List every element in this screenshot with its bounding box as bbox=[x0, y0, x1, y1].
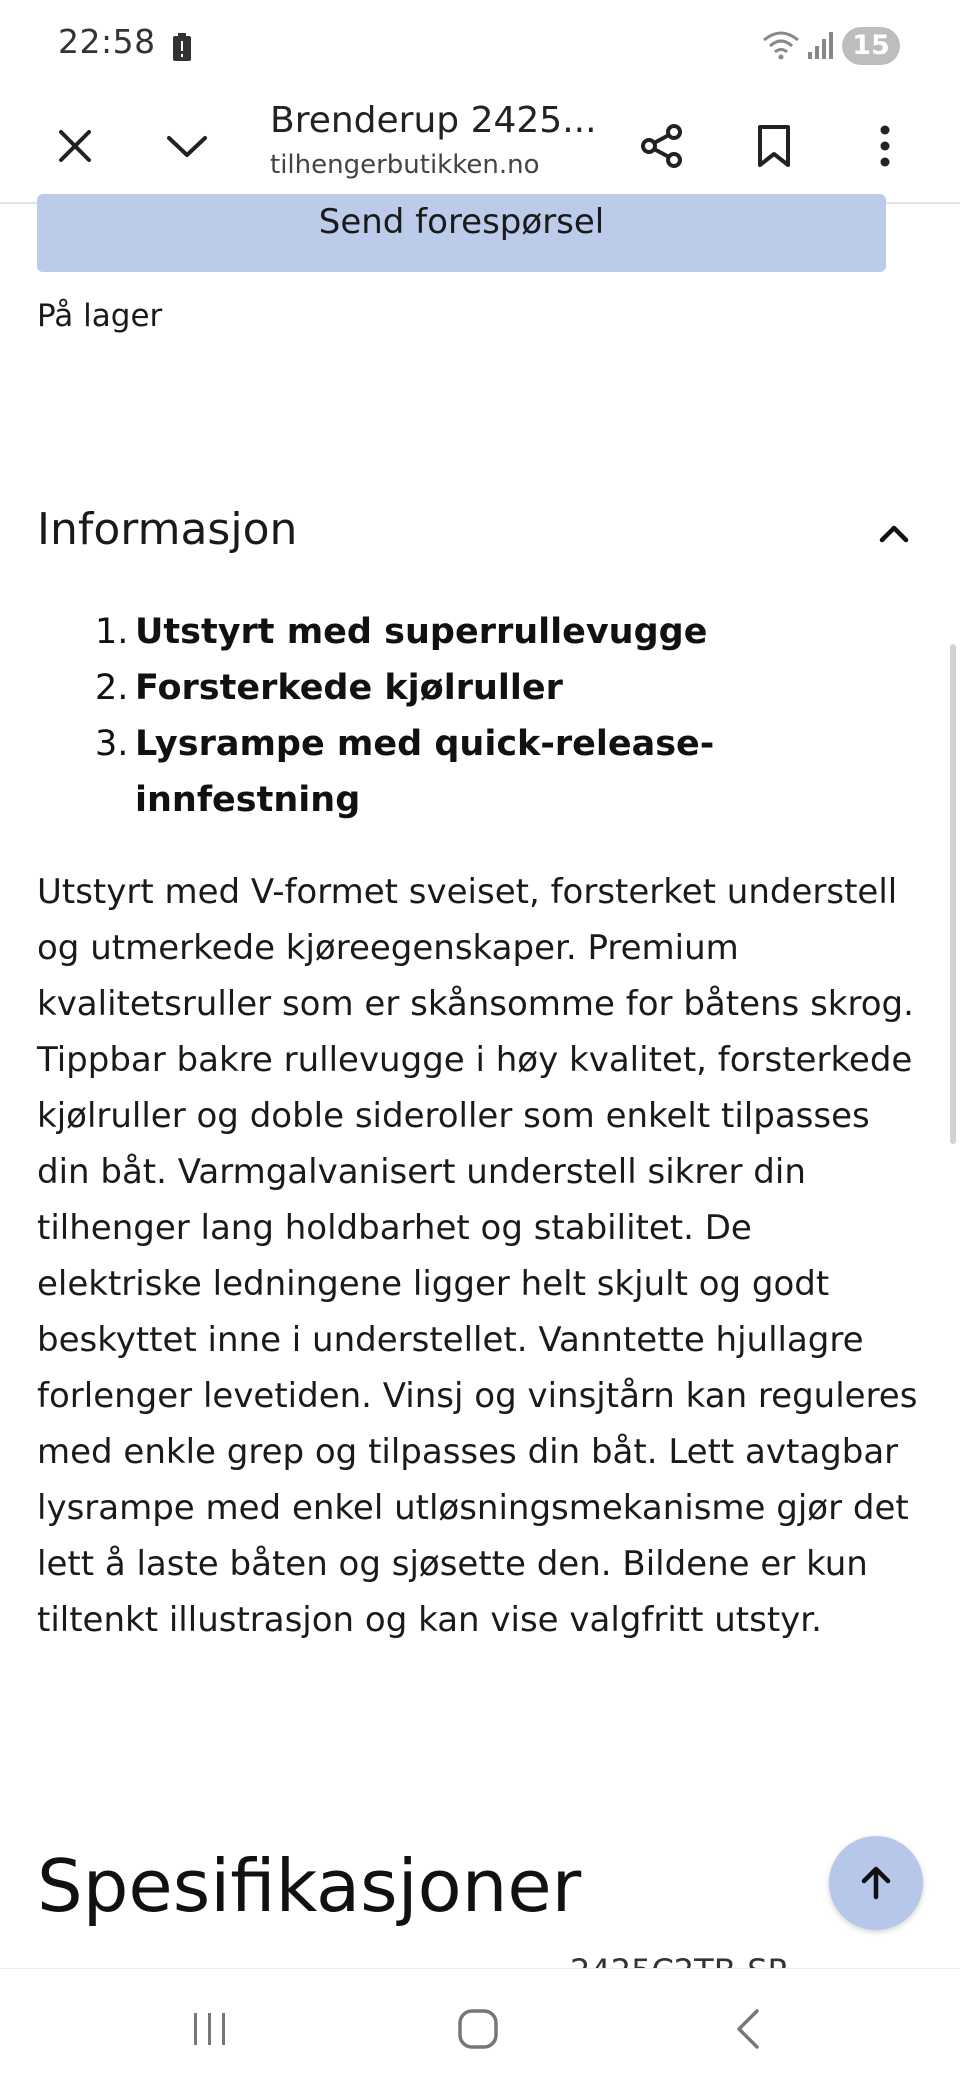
chevron-down-icon bbox=[165, 131, 209, 161]
page-url: tilhengerbutikken.no bbox=[270, 150, 540, 180]
scroll-to-top-button[interactable] bbox=[829, 1836, 923, 1930]
send-inquiry-label: Send forespørsel bbox=[318, 202, 605, 242]
navigation-bar bbox=[0, 1968, 960, 2081]
list-item-number: 2. bbox=[95, 668, 129, 708]
notification-count-badge: 15 bbox=[842, 27, 900, 65]
list-item bbox=[95, 604, 855, 660]
browser-toolbar bbox=[0, 90, 960, 204]
feature-list bbox=[95, 604, 855, 828]
home-button[interactable] bbox=[438, 1989, 518, 2069]
back-icon bbox=[733, 2008, 763, 2050]
list-item-text: Forsterkede kjølruller bbox=[135, 668, 563, 708]
scrollbar[interactable] bbox=[950, 644, 956, 1144]
back-button[interactable] bbox=[708, 1989, 788, 2069]
list-item-number: 1. bbox=[95, 612, 129, 652]
share-icon bbox=[639, 123, 685, 169]
page-title: Brenderup 2425... bbox=[270, 100, 597, 141]
list-item-text: Lysrampe med quick-release-innfestning bbox=[135, 724, 715, 820]
recents-button[interactable] bbox=[170, 1989, 250, 2069]
list-item-number: 3. bbox=[95, 724, 129, 764]
minimize-button[interactable] bbox=[147, 106, 227, 186]
status-bar bbox=[0, 0, 960, 90]
send-inquiry-button[interactable] bbox=[37, 194, 886, 272]
status-time: 22:58 bbox=[58, 22, 156, 61]
page-content[interactable] bbox=[0, 204, 960, 1968]
close-button[interactable] bbox=[35, 106, 115, 186]
battery-alert-icon bbox=[172, 33, 192, 61]
list-item-text: Utstyrt med superrullevugge bbox=[135, 612, 708, 652]
specs-heading: Spesifikasjoner bbox=[37, 1844, 582, 1928]
signal-icon bbox=[806, 30, 836, 60]
home-icon bbox=[457, 2008, 499, 2050]
share-button[interactable] bbox=[622, 106, 702, 186]
bookmark-button[interactable] bbox=[734, 106, 814, 186]
wifi-icon bbox=[762, 30, 800, 60]
stock-status: På lager bbox=[37, 298, 163, 334]
list-item bbox=[95, 660, 855, 716]
product-description: Utstyrt med V-formet sveiset, forsterket understell og utmerkede kjøreegenskaper. Premium kvalitetsruller som er skånsomme for båtens skrog. Tippbar bakre rullevugge i høy kvalitet, forsterkede kjølruller og doble sideroller som enkelt tilpasses din båt. Varmgalvanisert understell sikrer din tilhenger lang holdbarhet og stabilitet. De elektriske ledningene ligger helt skjult og godt beskyttet inne i understellet. Vanntette hjullagre forlenger levetiden. Vinsj og vinsjtårn kan reguleres med enkle grep og tilpasses din båt. Lett avtagbar lysrampe med enkel utløsningsmekanisme gjør det lett å laste båten og sjøsette den. Bildene er kun tiltenkt illustrasjon og kan vise valgfritt utstyr. bbox=[37, 872, 918, 1640]
chevron-up-icon[interactable] bbox=[872, 512, 916, 556]
bookmark-icon bbox=[756, 124, 792, 168]
arrow-up-icon bbox=[858, 1865, 894, 1901]
more-options-button[interactable] bbox=[845, 106, 925, 186]
recents-icon bbox=[190, 2011, 230, 2047]
more-vert-icon bbox=[879, 124, 891, 168]
list-item bbox=[95, 716, 855, 828]
close-icon bbox=[55, 126, 95, 166]
info-section-heading[interactable]: Informasjon bbox=[37, 504, 298, 555]
